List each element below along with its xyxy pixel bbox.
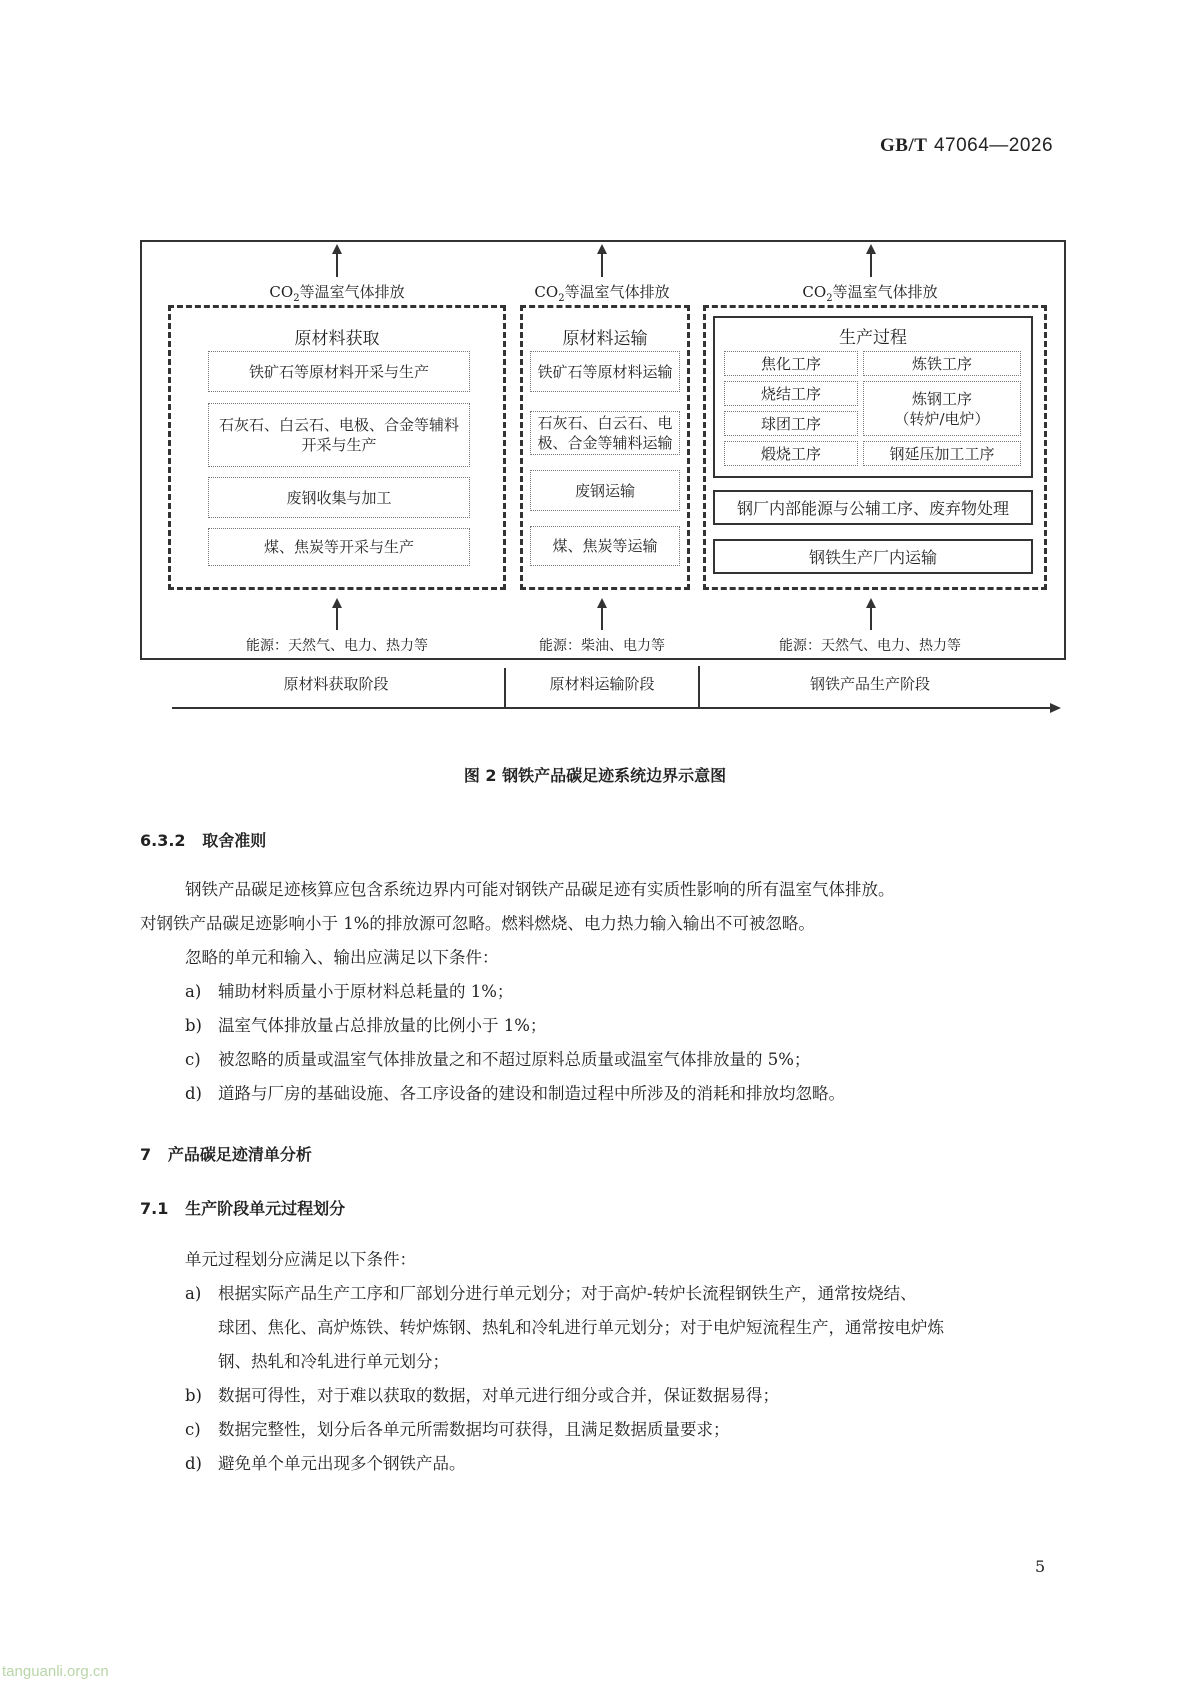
- emission-label: $CO_2$等温室气体排放: [802, 283, 938, 304]
- section-heading-7: 7 产品碳足迹清单分析: [140, 1145, 312, 1164]
- energy-label: 能源：柴油、电力等: [539, 638, 665, 654]
- process-item: 石灰石、白云石、电极、合金等辅料开采与生产: [208, 403, 470, 467]
- process-rolling: 钢延压加工工序: [863, 441, 1021, 466]
- arrow-head-icon: [597, 244, 607, 254]
- in-plant-transport-box: 钢铁生产厂内运输: [713, 539, 1033, 574]
- timeline-axis: [172, 707, 1052, 709]
- energy-label: 能源：天然气、电力、热力等: [779, 638, 961, 654]
- process-ironmaking: 炼铁工序: [863, 351, 1021, 376]
- list-item: a) 根据实际产品生产工序和厂部划分进行单元划分；对于高炉-转炉长流程钢铁生产，通常按烧结、 球团、焦化、高炉炼铁、转炉炼钢、热轧和冷轧进行单元划分；对于电炉短流程生产，通常按电炉炼 钢、热轧和冷轧进行单元划分；: [185, 1284, 944, 1371]
- emission-label: $CO_2$等温室气体排放: [269, 283, 405, 304]
- list-item: d) 道路与厂房的基础设施、各工序设备的建设和制造过程中所涉及的消耗和排放均忽略。: [185, 1084, 845, 1103]
- process-item: 废钢收集与加工: [208, 477, 470, 518]
- stage-label: 原材料获取阶段: [283, 675, 389, 693]
- process-item: 煤、焦炭等运输: [530, 526, 680, 566]
- column-title: 生产过程: [839, 328, 907, 348]
- utilities-waste-box: 钢厂内部能源与公辅工序、废弃物处理: [713, 490, 1033, 525]
- arrow-head-icon: [866, 244, 876, 254]
- arrow-head-icon: [597, 598, 607, 608]
- list-item: c) 数据完整性，划分后各单元所需数据均可获得，且满足数据质量要求；: [185, 1420, 730, 1439]
- page-number: 5: [1035, 1557, 1046, 1576]
- watermark: tanguanli.org.cn: [2, 1663, 109, 1680]
- standard-number: 47064—2026: [933, 135, 1054, 156]
- energy-label: 能源：天然气、电力、热力等: [246, 638, 428, 654]
- process-calcining: 煅烧工序: [724, 441, 858, 466]
- process-item: 铁矿石等原材料运输: [530, 351, 680, 392]
- stage-label: 钢铁产品生产阶段: [809, 675, 930, 693]
- arrow-head-icon: [332, 598, 342, 608]
- paragraph: 对钢铁产品碳足迹影响小于 1%的排放源可忽略。燃料燃烧、电力热力输入输出不可被忽略。: [140, 914, 815, 933]
- emission-label: $CO_2$等温室气体排放: [534, 283, 670, 304]
- process-coking: 焦化工序: [724, 351, 858, 376]
- process-item: 铁矿石等原材料开采与生产: [208, 351, 470, 392]
- paragraph: 钢铁产品碳足迹核算应包含系统边界内可能对钢铁产品碳足迹有实质性影响的所有温室气体排放。: [185, 880, 895, 899]
- paragraph: 单元过程划分应满足以下条件：: [185, 1250, 416, 1269]
- process-pelletizing: 球团工序: [724, 411, 858, 436]
- list-item: b) 温室气体排放量占总排放量的比例小于 1%；: [185, 1016, 547, 1035]
- process-item: 煤、焦炭等开采与生产: [208, 528, 470, 566]
- stage-label: 原材料运输阶段: [549, 675, 655, 693]
- arrow-head-icon: [866, 598, 876, 608]
- process-steelmaking: 炼钢工序 （转炉/电炉）: [863, 381, 1021, 436]
- standard-number-header: [880, 134, 1053, 157]
- column-title: 原材料获取: [294, 329, 380, 349]
- process-sintering: 烧结工序: [724, 381, 858, 406]
- list-item: c) 被忽略的质量或温室气体排放量之和不超过原料总质量或温室气体排放量的 5%；: [185, 1050, 811, 1069]
- standard-prefix: GB/T: [880, 135, 928, 156]
- process-item: 石灰石、白云石、电极、合金等辅料运输: [530, 411, 680, 455]
- list-item: d) 避免单个单元出现多个钢铁产品。: [185, 1454, 466, 1473]
- paragraph: 忽略的单元和输入、输出应满足以下条件：: [185, 948, 499, 967]
- column-title: 原材料运输: [562, 329, 648, 349]
- arrow-head-icon: [332, 244, 342, 254]
- process-item: 废钢运输: [530, 470, 680, 511]
- section-heading-6-3-2: 6.3.2 取舍准则: [140, 831, 267, 850]
- section-heading-7-1: 7.1 生产阶段单元过程划分: [140, 1199, 346, 1218]
- arrow-right-icon: [1050, 703, 1061, 713]
- list-item: a) 辅助材料质量小于原材料总耗量的 1%；: [185, 982, 514, 1001]
- figure-caption: 图 2 钢铁产品碳足迹系统边界示意图: [463, 766, 727, 785]
- list-item: b) 数据可得性，对于难以获取的数据，对单元进行细分或合并，保证数据易得；: [185, 1386, 779, 1405]
